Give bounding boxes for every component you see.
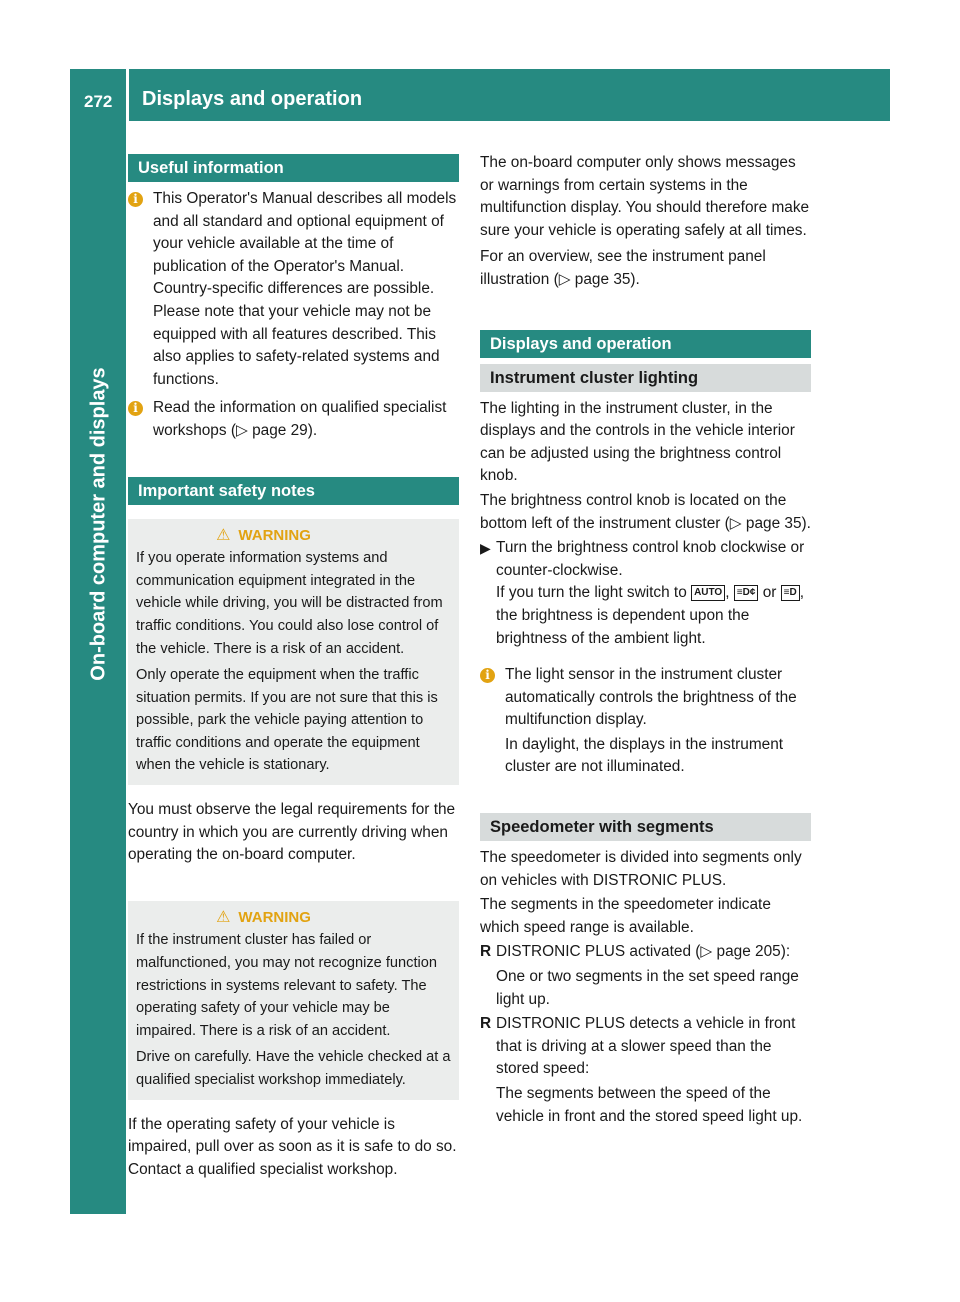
- info-text: This Operator's Manual describes all models and all standard and optional equipment of your vehicle available at the time of publication of the Operator's Manual. Country-specific differences are possible. Please note that your vehicle may not be equipped with all features described. This also applies to safety-related systems and functions.: [153, 190, 457, 388]
- warning-box: [128, 901, 459, 1100]
- info-note: [128, 188, 459, 391]
- bullet-subtext: One or two segments in the set speed range light up.: [496, 968, 799, 1008]
- paragraph: The brightness control knob is located on the bottom left of the instrument cluster (▷ page 35).: [480, 491, 811, 532]
- auto-light-icon: AUTO: [691, 585, 725, 601]
- bullet-subtext: The segments between the speed of the vehicle in front and the stored speed light up.: [496, 1085, 803, 1125]
- warning-icon: ⚠: [216, 526, 231, 544]
- info-note: [480, 664, 811, 779]
- paragraph: The speedometer is divided into segments only on vehicles with DISTRONIC PLUS.: [480, 849, 802, 889]
- useful-information-heading: Useful information: [128, 154, 459, 182]
- paragraph: You must observe the legal requirements for the country in which you are currently driving when operating the on-board computer.: [128, 801, 456, 864]
- left-column: [128, 154, 459, 1181]
- info-text: Read the information on qualified specialist workshops (▷ page 29).: [153, 399, 447, 439]
- paragraph: If the operating safety of your vehicle is impaired, pull over as soon as it is safe to do so. Contact a qualified specialist workshop.: [128, 1115, 457, 1178]
- header-separator: [126, 69, 129, 121]
- warning-box: [128, 519, 459, 786]
- info-note: [128, 397, 459, 442]
- warning-icon: ⚠: [216, 908, 231, 926]
- paragraph: The segments in the speedometer indicate which speed range is available.: [480, 896, 771, 936]
- speedometer-segments-heading: Speedometer with segments: [480, 813, 811, 841]
- important-safety-notes-heading: Important safety notes: [128, 477, 459, 505]
- instrument-cluster-lighting-heading: Instrument cluster lighting: [480, 364, 811, 392]
- info-icon: i: [480, 668, 495, 683]
- bullet-marker: R: [480, 1015, 492, 1033]
- page-number: 272: [84, 92, 113, 111]
- warning-text: Drive on carefully. Have the vehicle checked at a qualified specialist workshop immediately.: [136, 1049, 451, 1088]
- bullet-item: [480, 1013, 811, 1128]
- warning-title-row: [76, 525, 451, 548]
- paragraph: The lighting in the instrument cluster, in the displays and the controls in the vehicle interior can be adjusted using the brightness control knob.: [480, 399, 795, 485]
- paragraph: The on-board computer only shows messages or warnings from certain systems in the multifunction display. You should therefore make sure your vehicle is operating safely at all times.: [480, 154, 810, 239]
- right-column: [480, 152, 811, 1128]
- bullet-marker: R: [480, 943, 492, 961]
- warning-title: WARNING: [238, 526, 311, 544]
- parking-light-icon: ≡D¢: [734, 585, 759, 601]
- info-text: The light sensor in the instrument cluster automatically controls the brightness of the multifunction display.: [505, 666, 797, 729]
- chapter-title: Displays and operation: [142, 88, 363, 110]
- info-text: In daylight, the displays in the instrument cluster are not illuminated.: [505, 735, 784, 776]
- displays-and-operation-heading: Displays and operation: [480, 330, 811, 358]
- step-arrow-icon: ▶: [480, 540, 491, 557]
- info-icon: i: [128, 401, 143, 416]
- step-result: If you turn the light switch to AUTO , ≡D¢ or ≡D , the brightness is dependent upon the brightness of the ambient light.: [496, 584, 804, 647]
- bullet-item: [480, 941, 811, 1011]
- bullet-text: DISTRONIC PLUS detects a vehicle in front that is driving at a slower speed than the stored speed:: [496, 1015, 796, 1078]
- info-icon: i: [128, 192, 143, 207]
- warning-text: Only operate the equipment when the traffic situation permits. If you are not sure that this is possible, park the vehicle paying attention to traffic conditions and operate the equipment when the vehicle is stationary.: [136, 667, 438, 774]
- warning-text: If the instrument cluster has failed or malfunctioned, you may not recognize function restrictions in systems relevant to safety. The operating safety of your vehicle may be impaired. There is a risk of an accident.: [136, 932, 437, 1039]
- warning-title: WARNING: [238, 908, 311, 926]
- step-text: Turn the brightness control knob clockwise or counter-clockwise.: [496, 539, 805, 579]
- paragraph: For an overview, see the instrument panel illustration (▷ page 35).: [480, 248, 766, 288]
- warning-title-row: [76, 907, 451, 930]
- low-beam-icon: ≡D: [781, 585, 800, 601]
- bullet-text: DISTRONIC PLUS activated (▷ page 205):: [496, 943, 791, 961]
- instruction-step: [480, 537, 811, 650]
- sidebar-label: On-board computer and displays: [87, 367, 110, 681]
- warning-text: If you operate information systems and communication equipment integrated in the vehicle while driving, you will be distracted from traffic conditions. You could also lose control of the vehicle. There is a risk of an accident.: [136, 550, 443, 657]
